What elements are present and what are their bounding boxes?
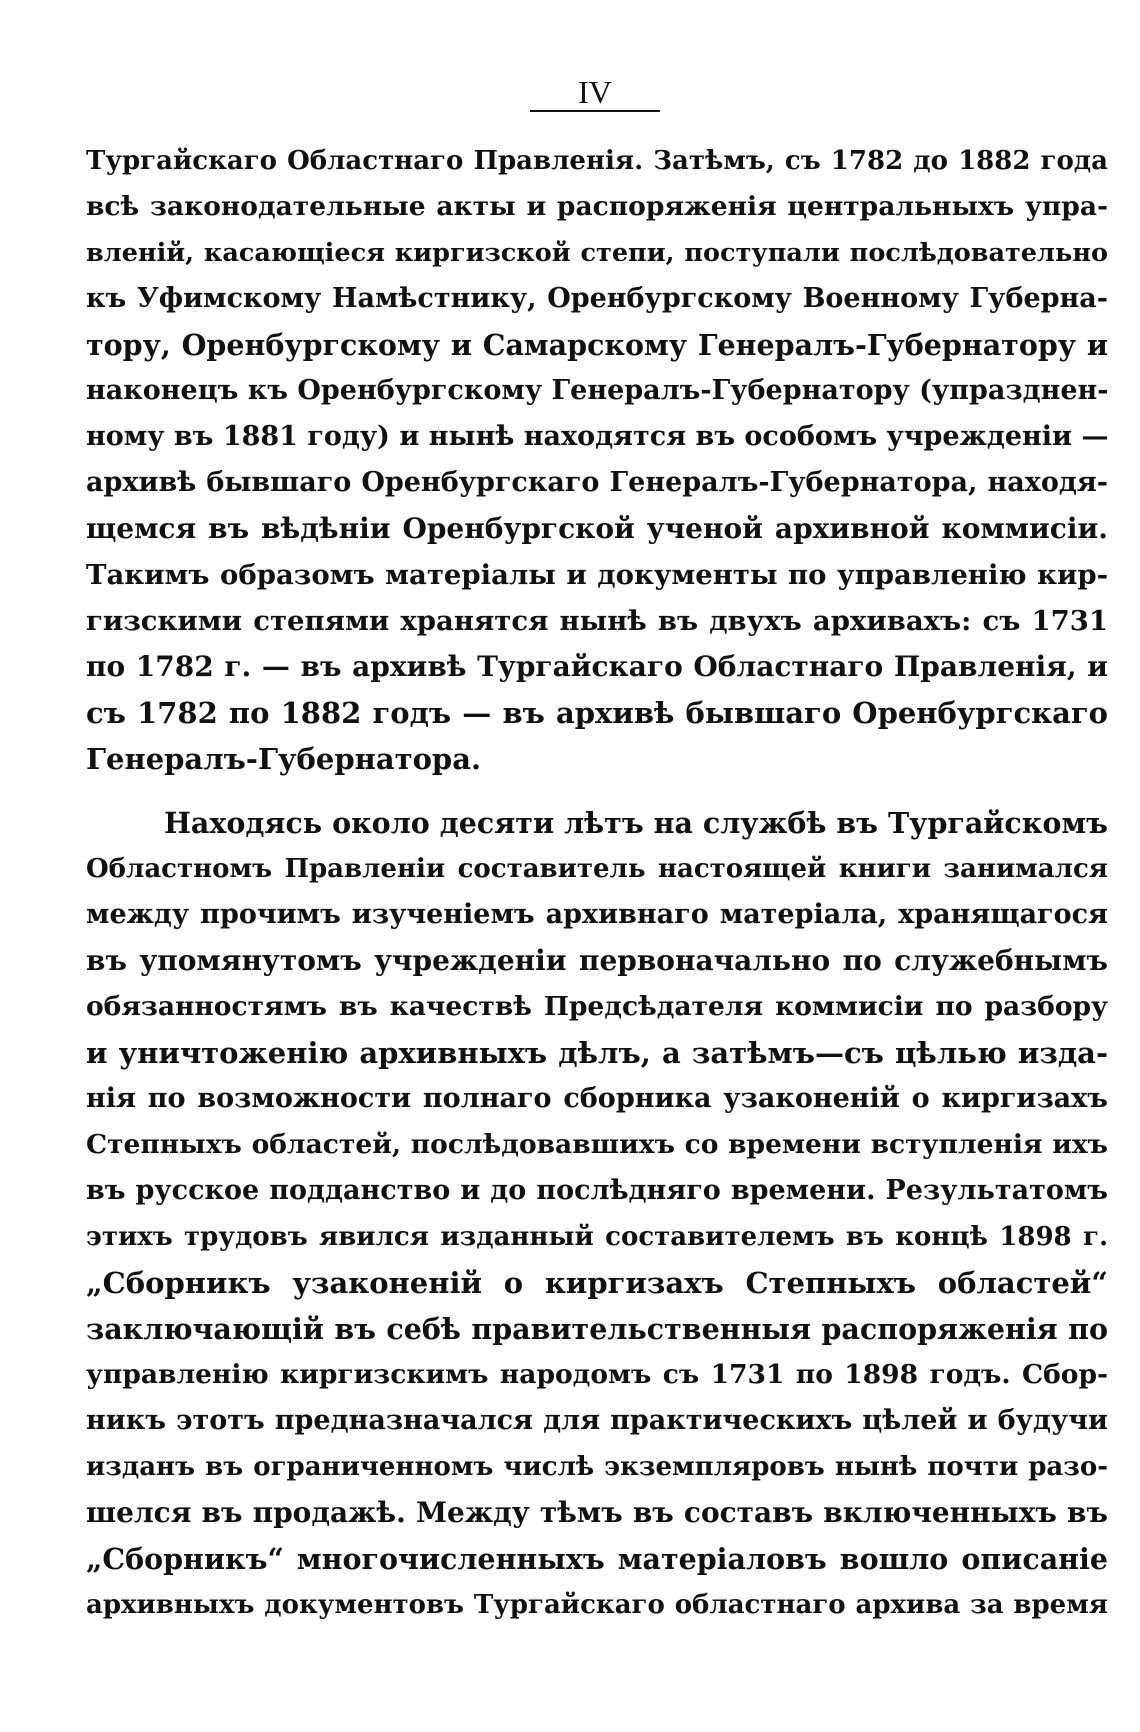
text-line: нія по возможности полнаго сборника узаконеній о киргизахъ	[86, 1083, 1108, 1114]
text-line: тору, Оренбургскому и Самарскому Генералъ-Губернатору и	[86, 328, 1108, 362]
text-line: Степныхъ областей, послѣдовавшихъ со времени вступленія ихъ	[86, 1129, 1108, 1160]
text-line: Такимъ образомъ матеріалы и документы по управленію кир-	[86, 559, 1108, 591]
paragraph-1	[86, 138, 1108, 782]
text-line: архивныхъ документовъ Тургайскаго областнаго архива за время	[86, 1590, 1108, 1620]
text-line: обязанностямъ въ качествѣ Предсѣдателя коммисіи по разбору	[86, 991, 1108, 1022]
text-line: вленій, касающіеся киргизской степи, поступали послѣдовательно	[86, 238, 1108, 268]
text-line: Находясь около десяти лѣтъ на службѣ въ Тургайскомъ	[164, 806, 1108, 840]
text-line: „Сборникъ“ многочисленныхъ матеріаловъ вошло описаніе	[86, 1542, 1108, 1576]
text-line: въ упомянутомъ учрежденіи первоначально по служебнымъ	[86, 944, 1108, 977]
text-line: шелся въ продажѣ. Между тѣмъ въ составъ включенныхъ въ	[86, 1496, 1108, 1529]
text-line: Областномъ Правленіи составитель настоящей книги занимался	[86, 854, 1108, 884]
text-line: ному въ 1881 году) и нынѣ находятся въ особомъ учрежденіи —	[86, 421, 1108, 452]
text-line: архивѣ бывшаго Оренбургскаго Генералъ-Губернатора, находя-	[86, 467, 1108, 498]
text-line: управленію киргизскимъ народомъ съ 1731 по 1898 годъ. Сбор-	[86, 1359, 1108, 1390]
text-line: изданъ въ ограниченномъ числѣ экземпляровъ нынѣ почти разо-	[86, 1452, 1108, 1482]
text-line: щемся въ вѣдѣніи Оренбургской ученой архивной коммисіи.	[86, 512, 1108, 545]
text-line: заключающій въ себѣ правительственныя распоряженія по	[86, 1312, 1108, 1346]
text-line: съ 1782 по 1882 годъ — въ архивѣ бывшаго Оренбургскаго	[86, 696, 1108, 730]
text-line: Генералъ-Губернатора.	[86, 742, 482, 776]
text-line: никъ этотъ предназначался для практическихъ цѣлей и будучи	[86, 1405, 1108, 1436]
text-line: и уничтоженію архивныхъ дѣлъ, а затѣмъ—съ цѣлью изда-	[86, 1036, 1108, 1070]
text-line: этихъ трудовъ явился изданный составителемъ въ концѣ 1898 г.	[86, 1222, 1108, 1252]
text-line: между прочимъ изученіемъ архивнаго матеріала, хранящагося	[86, 899, 1108, 930]
text-line: въ русское подданство и до послѣдняго времени. Результатомъ	[86, 1175, 1108, 1206]
text-line: „Сборникъ узаконеній о киргизахъ Степныхъ областей“	[86, 1266, 1108, 1300]
text-line: всѣ законодательные акты и распоряженія центральныхъ упра-	[86, 191, 1108, 222]
text-line: Тургайскаго Областнаго Правленія. Затѣмъ, съ 1782 до 1882 года	[86, 146, 1108, 176]
text-line: наконецъ къ Оренбургскому Генералъ-Губернатору (упразднен-	[86, 375, 1108, 406]
text-line: гизскими степями хранятся нынѣ въ двухъ архивахъ: съ 1731	[86, 605, 1108, 637]
text-line: къ Уфимскому Намѣстнику, Оренбургскому Военному Губерна-	[86, 283, 1108, 314]
page-number-rule	[530, 110, 660, 112]
text-line: по 1782 г. — въ архивѣ Тургайскаго Областнаго Правленія, и	[86, 650, 1108, 683]
page-number: IV	[578, 74, 612, 110]
paragraph-2	[86, 800, 1108, 1628]
